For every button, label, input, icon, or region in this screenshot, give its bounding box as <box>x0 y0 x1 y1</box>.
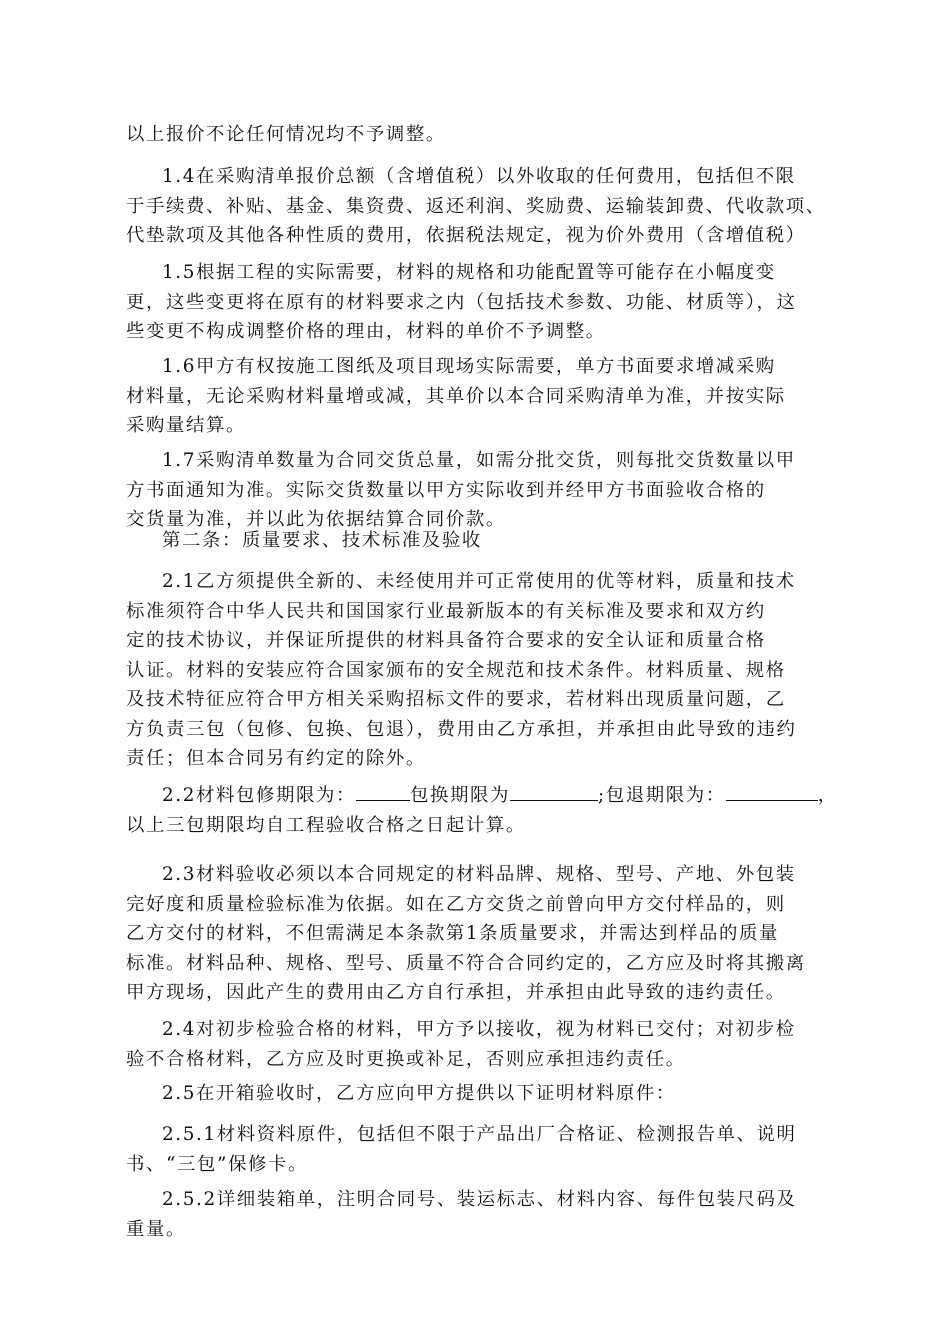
text-line: 验不合格材料，乙方应及时更换或补足，否则应承担违约责任。 <box>126 1048 686 1070</box>
paragraph-1-6 <box>126 352 856 441</box>
text-line: 方书面通知为准。实际交货数量以甲方实际收到并经甲方书面验收合格的 <box>126 479 766 501</box>
text-line: 2.1乙方须提供全新的、未经使用并可正常使用的优等材料，质量和技术 <box>162 571 796 592</box>
label-exchange-period: 包换期限为 <box>409 785 510 806</box>
text-line: 采购量结算。 <box>126 415 246 436</box>
text-line: 2.3材料验收必须以本合同规定的材料品牌、规格、型号、产地、外包装 <box>162 864 796 885</box>
label-repair-period: 2.2材料包修期限为： <box>162 785 356 806</box>
text-line: 代垫款项及其他各种性质的费用，依据税法规定，视为价外费用（含增值税） <box>126 225 806 246</box>
text-line: 重量。 <box>126 1218 186 1240</box>
paragraph-2-5-2 <box>126 1185 856 1244</box>
repair-period-blank <box>356 782 410 801</box>
paragraph-1-4 <box>126 162 856 251</box>
paragraph-2-5 <box>126 1079 856 1109</box>
paragraph-price-no-adjust <box>126 120 856 150</box>
label-return-period: ;包退期限为： <box>597 785 726 806</box>
paragraph-1-5 <box>126 258 856 347</box>
text-line: 交货量为准，并以此为依据结算合同价款。 <box>126 509 506 530</box>
text-line: 1.7采购清单数量为合同交货总量，如需分批交货，则每批交货数量以甲 <box>162 450 796 471</box>
section-heading: 第二条：质量要求、技术标准及验收 <box>162 530 482 551</box>
paragraph-2-4 <box>126 1015 856 1074</box>
text-line: 2.5.1材料资料原件，包括但不限于产品出厂合格证、检测报告单、说明 <box>162 1124 797 1145</box>
text-line: 2.5.2详细装箱单，注明合同号、装运标志、材料内容、每件包装尺码及 <box>162 1189 797 1210</box>
paragraph-1-7 <box>126 446 856 535</box>
paragraph-2-5-1 <box>126 1120 856 1179</box>
text-line: 于手续费、补贴、基金、集资费、返还利润、奖励费、运输装卸费、代收款项、 <box>126 195 826 217</box>
text-line: 定的技术协议，并保证所提供的材料具备符合要求的安全认证和质量合格 <box>126 630 766 651</box>
text-line: 2.4对初步检验合格的材料，甲方予以接收，视为材料已交付；对初步检 <box>162 1019 796 1040</box>
text-line: 甲方现场，因此产生的费用由乙方自行承担，并承担由此导致的违约责任。 <box>126 982 786 1003</box>
text-line: 责任；但本合同另有约定的除外。 <box>126 748 426 769</box>
text-line: 更，这些变更将在原有的材料要求之内（包括技术参数、功能、材质等），这 <box>126 291 797 313</box>
paragraph-2-2 <box>126 781 856 840</box>
text-line: 乙方交付的材料，不但需满足本条款第1条质量要求，并需达到样品的质量 <box>126 923 780 944</box>
text-line: 以上报价不论任何情况均不予调整。 <box>126 124 446 145</box>
return-period-blank <box>726 782 818 801</box>
text-line: 方负责三包（包修、包换、包退），费用由乙方承担，并承担由此导致的违约 <box>126 718 797 740</box>
text-line: 材料量，无论采购材料量增或减，其单价以本合同采购清单为准，并按实际 <box>126 385 786 407</box>
text-line: 以上三包期限均自工程验收合格之日起计算。 <box>126 814 526 836</box>
trailing-comma: ， <box>817 785 838 806</box>
text-line: 认证。材料的安装应符合国家颁布的安全规范和技术条件。材料质量、规格 <box>126 659 786 681</box>
text-line: 标准须符合中华人民共和国国家行业最新版本的有关标准及要求和双方约 <box>126 600 766 622</box>
text-line: 1.5根据工程的实际需要，材料的规格和功能配置等可能存在小幅度变 <box>162 262 776 283</box>
text-line: 1.6甲方有权按施工图纸及项目现场实际需要，单方书面要求增减采购 <box>162 356 776 377</box>
paragraph-2-1 <box>126 567 856 774</box>
text-line: 书、“三包”保修卡。 <box>126 1153 308 1175</box>
text-line: 些变更不构成调整价格的理由，材料的单价不予调整。 <box>126 321 606 342</box>
text-line: 2.5在开箱验收时，乙方应向甲方提供以下证明材料原件： <box>162 1083 676 1104</box>
text-line: 标准。材料品种、规格、型号、质量不符合合同约定的，乙方应及时将其搬离 <box>126 952 806 974</box>
text-line: 及技术特征应符合甲方相关采购招标文件的要求，若材料出现质量问题，乙 <box>126 689 786 710</box>
paragraph-2-3 <box>126 860 856 1008</box>
text-line: 完好度和质量检验标准为依据。如在乙方交货之前曾向甲方交付样品的，则 <box>126 893 786 915</box>
text-line: 1.4在采购清单报价总额（含增值税）以外收取的任何费用，包括但不限 <box>162 166 796 187</box>
section-heading-article-2 <box>126 526 856 556</box>
exchange-period-blank <box>510 782 598 801</box>
warranty-period-line <box>126 781 856 811</box>
